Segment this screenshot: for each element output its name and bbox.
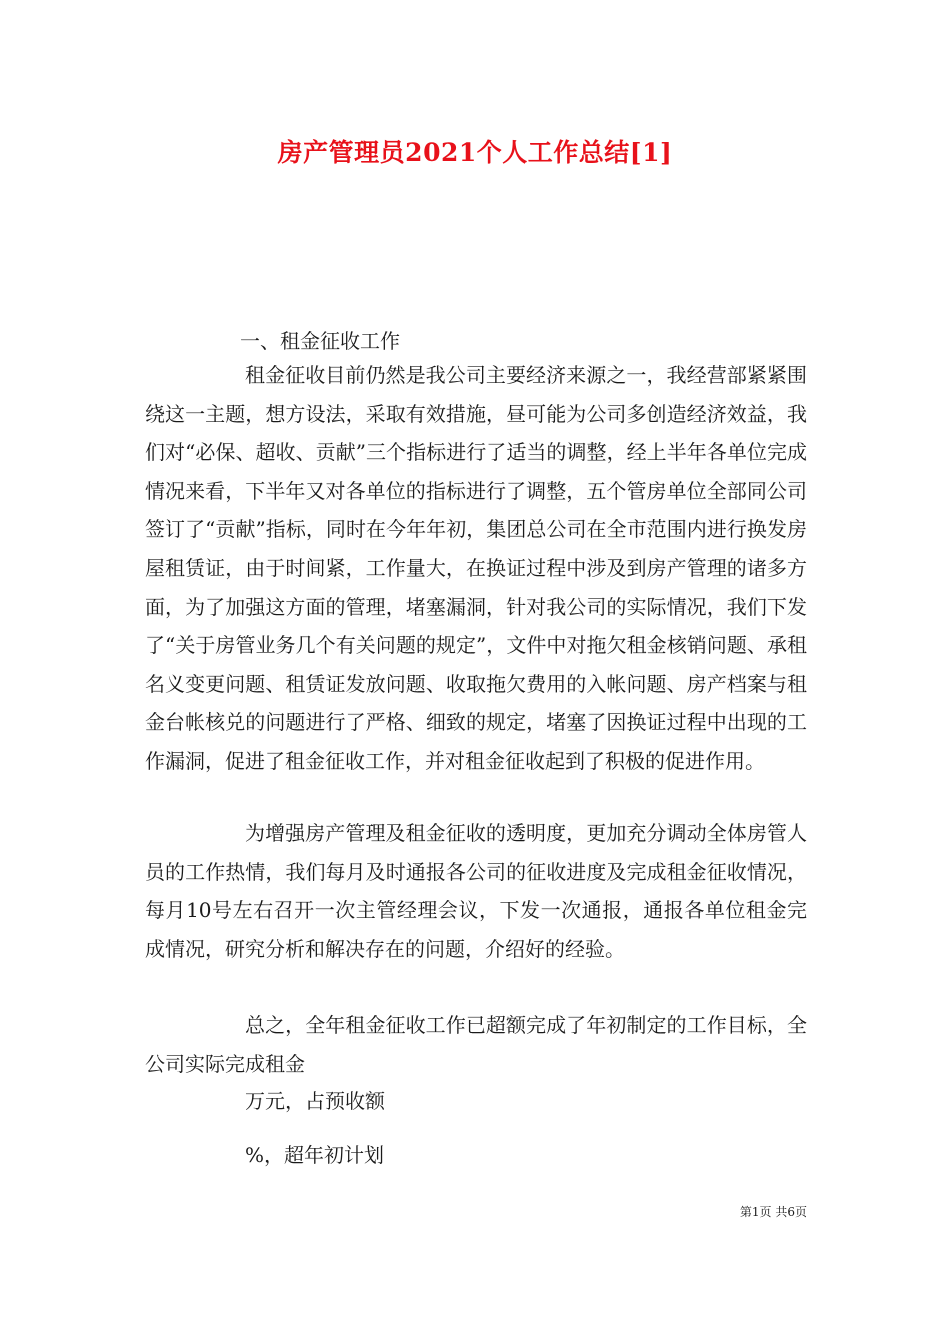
document-title: 房产管理员2021个人工作总结[1] bbox=[277, 138, 673, 167]
fragment-amount: 万元，占预收额 bbox=[245, 1089, 385, 1113]
section-heading: 一、租金征收工作 bbox=[240, 329, 400, 353]
page-indicator: 第1页 共6页 bbox=[739, 1205, 807, 1219]
paragraph-transparency: 为增强房产管理及租金征收的透明度，更加充分调动全体房管人员的工作热情，我们每月及时通报各公司的征收进度及完成租金征收情况，每月10号左右召开一次主管经理会议，下发一次通报，通报各单位租金完成情况，研究分析和解决存在的问题，介绍好的经验。 bbox=[145, 821, 807, 961]
paragraph-summary: 总之，全年租金征收工作已超额完成了年初制定的工作目标，全公司实际完成租金 bbox=[145, 1013, 807, 1076]
fragment-percent: %，超年初计划 bbox=[245, 1143, 385, 1167]
paragraph-rent-collection: 租金征收目前仍然是我公司主要经济来源之一，我经营部紧紧围绕这一主题，想方设法，采取有效措施，昼可能为公司多创造经济效益，我们对“必保、超收、贡献”三个指标进行了适当的调整，经上半年各单位完成情况来看，下半年又对各单位的指标进行了调整，五个管房单位全部同公司签订了“贡献”指标，同时在今年年初，集团总公司在全市范围内进行换发房屋租赁证，由于时间紧，工作量大，在换证过程中涉及到房产管理的诸多方面，为了加强这方面的管理，堵塞漏洞，针对我公司的实际情况，我们下发了“关于房管业务几个有关问题的规定”，文件中对拖欠租金核销问题、承租名义变更问题、租赁证发放问题、收取拖欠费用的入帐问题、房产档案与租金台帐核兑的问题进行了严格、细致的规定，堵塞了因换证过程中出现的工作漏洞，促进了租金征收工作，并对租金征收起到了积极的促进作用。 bbox=[145, 363, 807, 773]
